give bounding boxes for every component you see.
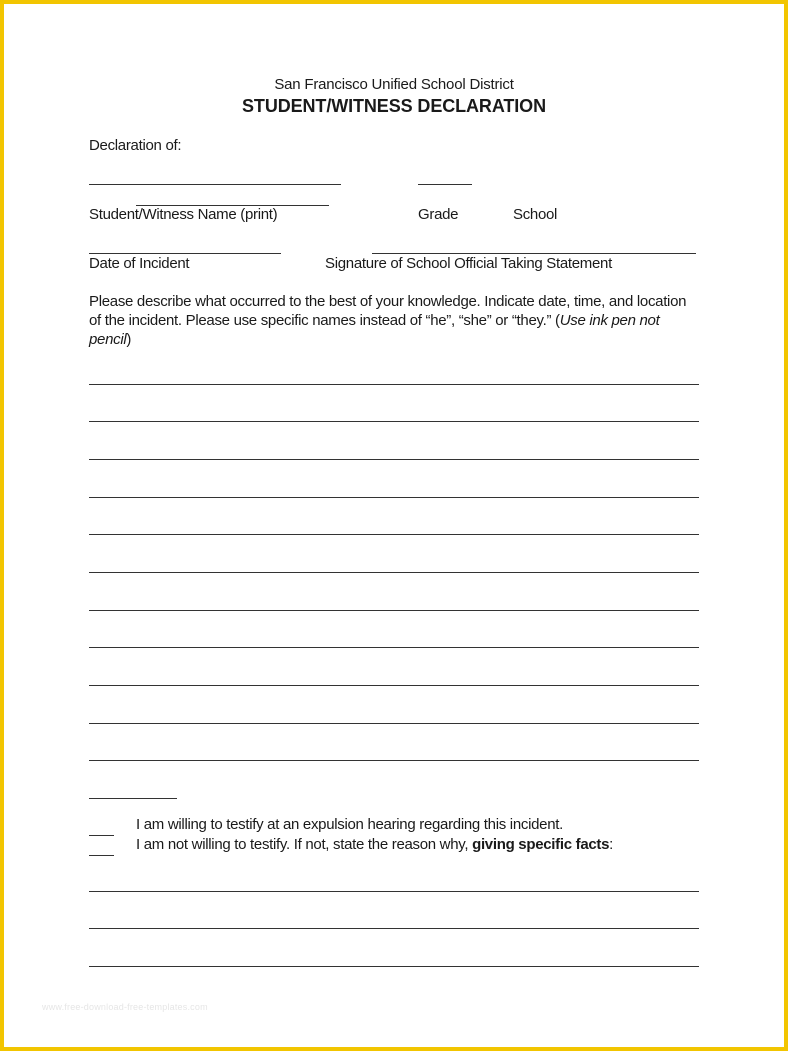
student-name-label: Student/Witness Name (print) bbox=[89, 206, 278, 223]
signature-line[interactable] bbox=[372, 253, 696, 254]
grade-label: Grade bbox=[418, 206, 459, 223]
grade-line[interactable] bbox=[418, 184, 472, 185]
name-line-upper[interactable] bbox=[89, 184, 341, 185]
date-of-incident-label: Date of Incident bbox=[89, 255, 190, 272]
description-line[interactable] bbox=[89, 459, 699, 460]
instructions-paragraph bbox=[89, 292, 699, 349]
school-label: School bbox=[513, 206, 558, 223]
district-name: San Francisco Unified School District bbox=[274, 76, 514, 93]
description-line[interactable] bbox=[89, 647, 699, 648]
description-line-short[interactable] bbox=[89, 798, 177, 799]
description-line[interactable] bbox=[89, 685, 699, 686]
instructions-text: Please describe what occurred to the best of your knowledge. Indicate date, time, and location of the incident. Please use specific names instead of “he”, “she” or “they.” ( bbox=[89, 293, 687, 329]
document-page bbox=[4, 4, 784, 1047]
not-willing-bold: giving specific facts bbox=[472, 836, 610, 853]
signature-label: Signature of School Official Taking Statement bbox=[325, 255, 612, 272]
description-line[interactable] bbox=[89, 384, 699, 385]
not-willing-suffix: : bbox=[609, 836, 614, 853]
watermark: www.free-download-free-templates.com bbox=[42, 1002, 208, 1012]
not-willing-statement bbox=[136, 836, 613, 853]
form-title: STUDENT/WITNESS DECLARATION bbox=[242, 96, 546, 116]
description-line[interactable] bbox=[89, 760, 699, 761]
reason-line[interactable] bbox=[89, 928, 699, 929]
description-line[interactable] bbox=[89, 572, 699, 573]
instructions-close: ) bbox=[126, 331, 132, 348]
reason-line[interactable] bbox=[89, 966, 699, 967]
reason-line[interactable] bbox=[89, 891, 699, 892]
instructions-italic: Use ink pen not pencil bbox=[89, 312, 660, 348]
description-line[interactable] bbox=[89, 497, 699, 498]
description-line[interactable] bbox=[89, 534, 699, 535]
willing-statement: I am willing to testify at an expulsion hearing regarding this incident. bbox=[136, 816, 563, 833]
willing-checkbox-line[interactable] bbox=[89, 835, 114, 836]
declaration-label: Declaration of: bbox=[89, 137, 182, 154]
not-willing-checkbox-line[interactable] bbox=[89, 855, 114, 856]
description-line[interactable] bbox=[89, 723, 699, 724]
description-line[interactable] bbox=[89, 610, 699, 611]
date-line[interactable] bbox=[89, 253, 281, 254]
description-line[interactable] bbox=[89, 421, 699, 422]
not-willing-prefix: I am not willing to testify. If not, state the reason why, bbox=[136, 836, 473, 853]
